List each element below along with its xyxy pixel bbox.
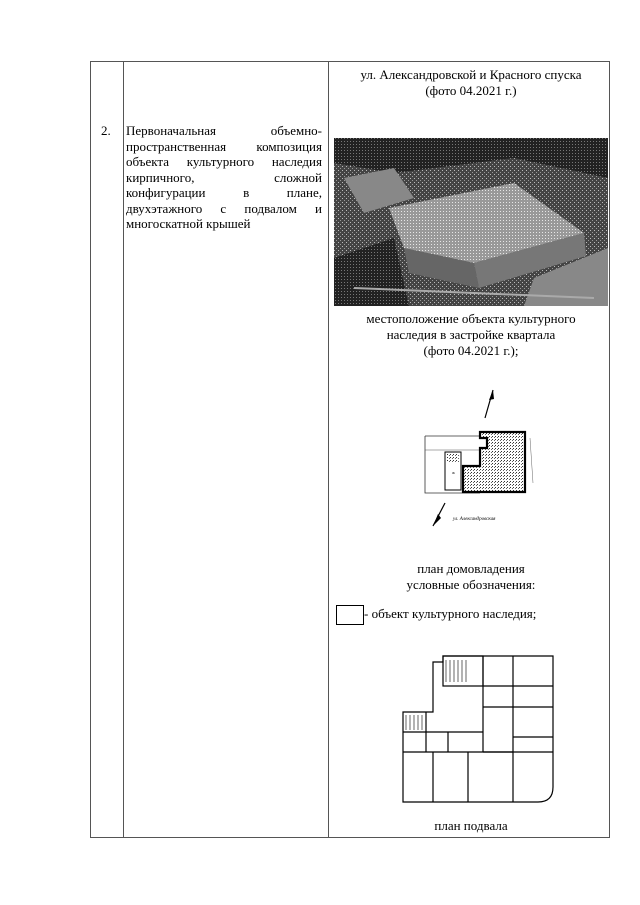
svg-text:ж: ж	[452, 470, 455, 475]
aerial-photo	[334, 138, 608, 306]
plan-caption-line: план домовладения	[417, 561, 525, 576]
row-number: 2.	[101, 123, 111, 138]
legend-swatch	[336, 605, 364, 625]
photo-caption-line1: местоположение объекта культурного	[366, 311, 576, 326]
number-cell	[91, 62, 124, 838]
basement-plan-drawing	[388, 652, 558, 810]
site-plan-drawing	[405, 388, 550, 528]
photo-caption	[330, 311, 612, 359]
row-description: Первоначальная объемно-пространственная композиция объекта культурного наследия кирпичного, сложной конфигурации в плане, двухэтажного с подвалом и многоскатной крышей	[126, 123, 322, 231]
top-caption-line2: (фото 04.2021 г.)	[425, 83, 517, 98]
legend-item: - объект культурного наследия;	[364, 606, 537, 621]
top-caption	[330, 67, 612, 99]
basement-caption: план подвала	[434, 818, 508, 833]
plan-street-label: ул. Александровская	[453, 517, 496, 522]
photo-caption-line3: (фото 04.2021 г.);	[423, 343, 519, 358]
plan-caption	[330, 561, 612, 593]
photo-caption-line2: наследия в застройке квартала	[386, 327, 556, 342]
top-caption-line1: ул. Александровской и Красного спуска	[360, 67, 582, 82]
legend-title: условные обозначения:	[406, 577, 536, 592]
